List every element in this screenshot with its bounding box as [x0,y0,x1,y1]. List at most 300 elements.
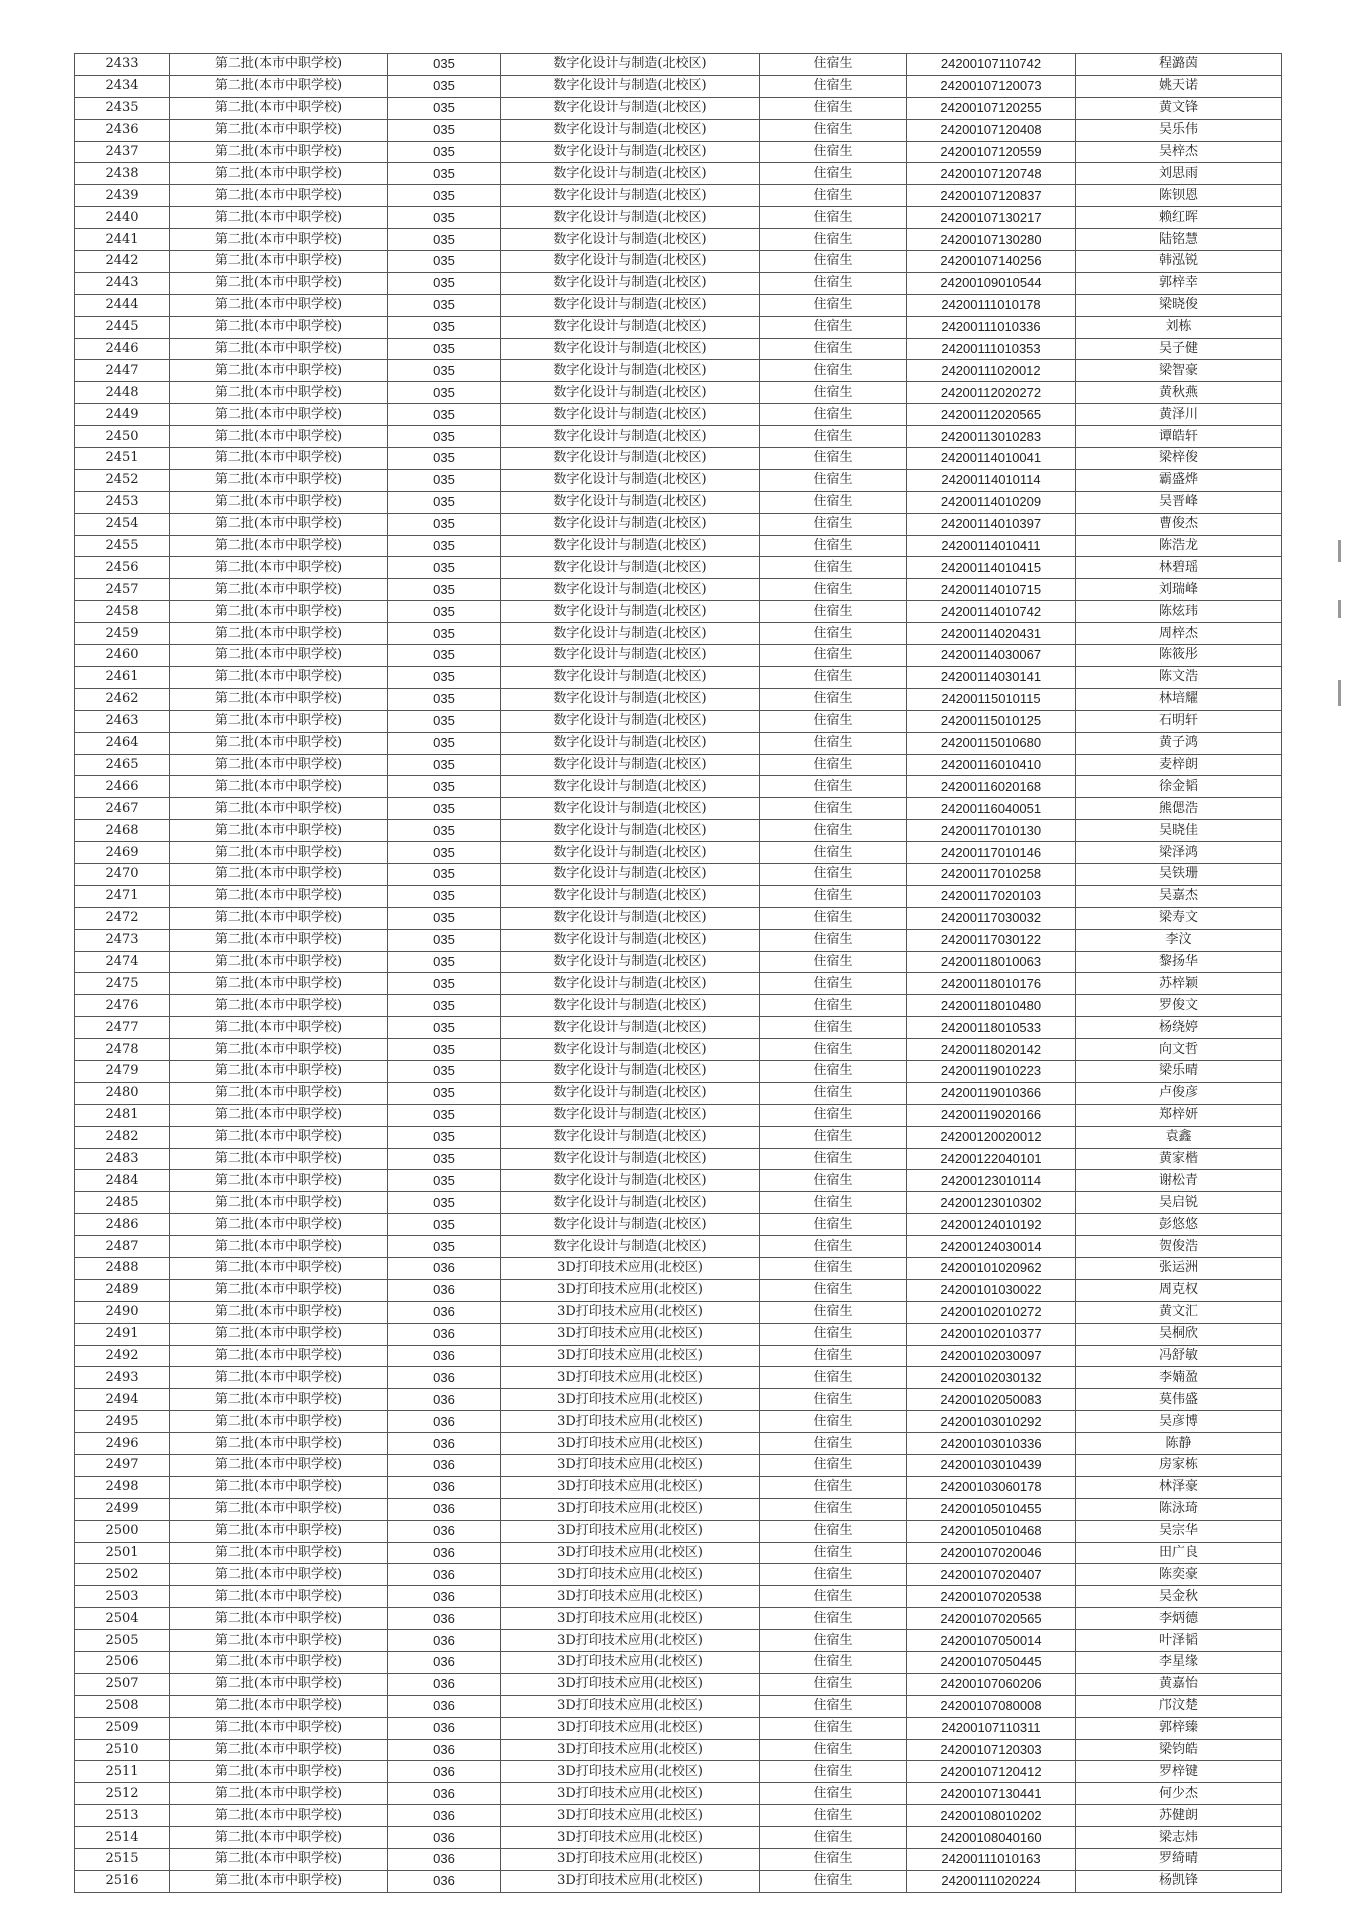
row-number: 2455 [75,535,170,557]
table-row [75,557,1282,579]
student-name-cell: 冯舒敏 [1076,1345,1282,1367]
major-code-cell: 035 [388,513,501,535]
row-number: 2490 [75,1301,170,1323]
major-code-cell: 035 [388,294,501,316]
boarding-type-cell: 住宿生 [760,973,907,995]
table-row [75,1148,1282,1170]
major-name-cell: 数字化设计与制造(北校区) [501,798,760,820]
table-row [75,798,1282,820]
major-name-cell: 数字化设计与制造(北校区) [501,1017,760,1039]
major-code-cell: 035 [388,929,501,951]
boarding-type-cell: 住宿生 [760,710,907,732]
row-number: 2459 [75,623,170,645]
row-number: 2474 [75,951,170,973]
batch-cell: 第二批(本市中职学校) [170,1586,388,1608]
major-name-cell: 3D打印技术应用(北校区) [501,1367,760,1389]
admission-roster-table [74,53,1282,1893]
table-row [75,141,1282,163]
student-name-cell: 田广良 [1076,1542,1282,1564]
table-row [75,666,1282,688]
exam-id-cell: 24200114010715 [907,579,1076,601]
student-name-cell: 黄文锋 [1076,97,1282,119]
exam-id-cell: 24200117010258 [907,863,1076,885]
major-name-cell: 数字化设计与制造(北校区) [501,382,760,404]
batch-cell: 第二批(本市中职学校) [170,1104,388,1126]
batch-cell: 第二批(本市中职学校) [170,360,388,382]
exam-id-cell: 24200103010336 [907,1433,1076,1455]
major-code-cell: 035 [388,754,501,776]
row-number: 2454 [75,513,170,535]
major-code-cell: 036 [388,1389,501,1411]
table-row [75,601,1282,623]
student-name-cell: 贺俊浩 [1076,1236,1282,1258]
exam-id-cell: 24200107130280 [907,229,1076,251]
exam-id-cell: 24200117020103 [907,885,1076,907]
student-name-cell: 苏梓颖 [1076,973,1282,995]
exam-id-cell: 24200116020168 [907,776,1076,798]
exam-id-cell: 24200114010415 [907,557,1076,579]
major-name-cell: 数字化设计与制造(北校区) [501,973,760,995]
major-code-cell: 035 [388,404,501,426]
major-name-cell: 3D打印技术应用(北校区) [501,1542,760,1564]
boarding-type-cell: 住宿生 [760,1345,907,1367]
boarding-type-cell: 住宿生 [760,1498,907,1520]
student-name-cell: 李汶 [1076,929,1282,951]
boarding-type-cell: 住宿生 [760,688,907,710]
batch-cell: 第二批(本市中职学校) [170,491,388,513]
major-name-cell: 3D打印技术应用(北校区) [501,1564,760,1586]
row-number: 2441 [75,229,170,251]
major-code-cell: 035 [388,535,501,557]
boarding-type-cell: 住宿生 [760,1870,907,1892]
exam-id-cell: 24200102010272 [907,1301,1076,1323]
boarding-type-cell: 住宿生 [760,119,907,141]
exam-id-cell: 24200107120303 [907,1739,1076,1761]
row-number: 2507 [75,1673,170,1695]
boarding-type-cell: 住宿生 [760,623,907,645]
boarding-type-cell: 住宿生 [760,666,907,688]
student-name-cell: 吴金秋 [1076,1586,1282,1608]
batch-cell: 第二批(本市中职学校) [170,229,388,251]
major-code-cell: 035 [388,995,501,1017]
student-name-cell: 陈钡恩 [1076,185,1282,207]
row-number: 2437 [75,141,170,163]
batch-cell: 第二批(本市中职学校) [170,1345,388,1367]
boarding-type-cell: 住宿生 [760,820,907,842]
boarding-type-cell: 住宿生 [760,97,907,119]
major-name-cell: 3D打印技术应用(北校区) [501,1695,760,1717]
row-number: 2461 [75,666,170,688]
exam-id-cell: 24200107130441 [907,1783,1076,1805]
exam-id-cell: 24200108040160 [907,1827,1076,1849]
boarding-type-cell: 住宿生 [760,1104,907,1126]
student-name-cell: 彭悠悠 [1076,1214,1282,1236]
exam-id-cell: 24200111010336 [907,316,1076,338]
major-name-cell: 3D打印技术应用(北校区) [501,1652,760,1674]
row-number: 2444 [75,294,170,316]
row-number: 2449 [75,404,170,426]
student-name-cell: 吴子健 [1076,338,1282,360]
batch-cell: 第二批(本市中职学校) [170,1236,388,1258]
batch-cell: 第二批(本市中职学校) [170,951,388,973]
exam-id-cell: 24200107120255 [907,97,1076,119]
major-name-cell: 数字化设计与制造(北校区) [501,1082,760,1104]
table-row [75,338,1282,360]
row-number: 2462 [75,688,170,710]
student-name-cell: 陆铭慧 [1076,229,1282,251]
table-row [75,535,1282,557]
major-name-cell: 数字化设计与制造(北校区) [501,469,760,491]
exam-id-cell: 24200122040101 [907,1148,1076,1170]
row-number: 2470 [75,863,170,885]
exam-id-cell: 24200111020012 [907,360,1076,382]
table-row [75,1520,1282,1542]
major-code-cell: 036 [388,1739,501,1761]
batch-cell: 第二批(本市中职学校) [170,601,388,623]
major-code-cell: 035 [388,666,501,688]
batch-cell: 第二批(本市中职学校) [170,1805,388,1827]
major-name-cell: 数字化设计与制造(北校区) [501,754,760,776]
batch-cell: 第二批(本市中职学校) [170,1017,388,1039]
major-code-cell: 036 [388,1542,501,1564]
boarding-type-cell: 住宿生 [760,1805,907,1827]
table-row [75,513,1282,535]
row-number: 2483 [75,1148,170,1170]
major-name-cell: 3D打印技术应用(北校区) [501,1411,760,1433]
table-row [75,1279,1282,1301]
student-name-cell: 刘栋 [1076,316,1282,338]
exam-id-cell: 24200112020565 [907,404,1076,426]
exam-id-cell: 24200111010163 [907,1849,1076,1871]
table-row [75,710,1282,732]
table-row [75,75,1282,97]
batch-cell: 第二批(本市中职学校) [170,1542,388,1564]
student-name-cell: 何少杰 [1076,1783,1282,1805]
exam-id-cell: 24200119010223 [907,1060,1076,1082]
table-row [75,1455,1282,1477]
batch-cell: 第二批(本市中职学校) [170,1126,388,1148]
row-number: 2451 [75,448,170,470]
major-name-cell: 数字化设计与制造(北校区) [501,75,760,97]
boarding-type-cell: 住宿生 [760,1367,907,1389]
major-code-cell: 035 [388,185,501,207]
student-name-cell: 林碧瑶 [1076,557,1282,579]
row-number: 2489 [75,1279,170,1301]
boarding-type-cell: 住宿生 [760,1192,907,1214]
table-row [75,732,1282,754]
table-row [75,973,1282,995]
boarding-type-cell: 住宿生 [760,1039,907,1061]
batch-cell: 第二批(本市中职学校) [170,75,388,97]
major-code-cell: 035 [388,229,501,251]
student-name-cell: 黄秋燕 [1076,382,1282,404]
major-code-cell: 036 [388,1849,501,1871]
batch-cell: 第二批(本市中职学校) [170,973,388,995]
student-name-cell: 陈浩龙 [1076,535,1282,557]
boarding-type-cell: 住宿生 [760,929,907,951]
exam-id-cell: 24200120020012 [907,1126,1076,1148]
boarding-type-cell: 住宿生 [760,754,907,776]
boarding-type-cell: 住宿生 [760,1849,907,1871]
exam-id-cell: 24200118010480 [907,995,1076,1017]
exam-id-cell: 24200107120408 [907,119,1076,141]
table-row [75,1257,1282,1279]
major-code-cell: 035 [388,951,501,973]
row-number: 2495 [75,1411,170,1433]
row-number: 2438 [75,163,170,185]
table-row [75,776,1282,798]
student-name-cell: 吴晋峰 [1076,491,1282,513]
major-name-cell: 数字化设计与制造(北校区) [501,54,760,76]
major-name-cell: 数字化设计与制造(北校区) [501,863,760,885]
major-name-cell: 3D打印技术应用(北校区) [501,1498,760,1520]
batch-cell: 第二批(本市中职学校) [170,1870,388,1892]
table-row [75,1476,1282,1498]
major-code-cell: 035 [388,645,501,667]
major-code-cell: 036 [388,1433,501,1455]
boarding-type-cell: 住宿生 [760,1476,907,1498]
major-name-cell: 数字化设计与制造(北校区) [501,426,760,448]
student-name-cell: 黄子鸿 [1076,732,1282,754]
exam-id-cell: 24200109010544 [907,272,1076,294]
major-code-cell: 036 [388,1652,501,1674]
boarding-type-cell: 住宿生 [760,404,907,426]
table-row [75,1695,1282,1717]
major-name-cell: 数字化设计与制造(北校区) [501,579,760,601]
row-number: 2464 [75,732,170,754]
boarding-type-cell: 住宿生 [760,601,907,623]
row-number: 2513 [75,1805,170,1827]
major-name-cell: 数字化设计与制造(北校区) [501,448,760,470]
major-code-cell: 035 [388,426,501,448]
exam-id-cell: 24200114010041 [907,448,1076,470]
table-row [75,97,1282,119]
exam-id-cell: 24200107020407 [907,1564,1076,1586]
major-code-cell: 036 [388,1411,501,1433]
batch-cell: 第二批(本市中职学校) [170,820,388,842]
exam-id-cell: 24200107020046 [907,1542,1076,1564]
exam-id-cell: 24200118020142 [907,1039,1076,1061]
exam-id-cell: 24200103010439 [907,1455,1076,1477]
major-code-cell: 035 [388,1214,501,1236]
row-number: 2498 [75,1476,170,1498]
major-code-cell: 035 [388,469,501,491]
student-name-cell: 吴启锐 [1076,1192,1282,1214]
student-name-cell: 梁晓俊 [1076,294,1282,316]
student-name-cell: 吴铁珊 [1076,863,1282,885]
major-code-cell: 036 [388,1455,501,1477]
exam-id-cell: 24200105010468 [907,1520,1076,1542]
table-row [75,1739,1282,1761]
student-name-cell: 石明轩 [1076,710,1282,732]
boarding-type-cell: 住宿生 [760,316,907,338]
boarding-type-cell: 住宿生 [760,1060,907,1082]
exam-id-cell: 24200107120837 [907,185,1076,207]
major-code-cell: 036 [388,1630,501,1652]
student-name-cell: 杨凯锋 [1076,1870,1282,1892]
row-number: 2510 [75,1739,170,1761]
major-name-cell: 数字化设计与制造(北校区) [501,294,760,316]
boarding-type-cell: 住宿生 [760,1082,907,1104]
exam-id-cell: 24200114010114 [907,469,1076,491]
major-code-cell: 035 [388,907,501,929]
table-row [75,1783,1282,1805]
major-code-cell: 035 [388,1170,501,1192]
boarding-type-cell: 住宿生 [760,1761,907,1783]
major-name-cell: 数字化设计与制造(北校区) [501,1104,760,1126]
major-code-cell: 035 [388,360,501,382]
student-name-cell: 梁志炜 [1076,1827,1282,1849]
student-name-cell: 郭梓幸 [1076,272,1282,294]
batch-cell: 第二批(本市中职学校) [170,1455,388,1477]
boarding-type-cell: 住宿生 [760,1257,907,1279]
table-row [75,1214,1282,1236]
batch-cell: 第二批(本市中职学校) [170,185,388,207]
row-number: 2434 [75,75,170,97]
boarding-type-cell: 住宿生 [760,185,907,207]
major-name-cell: 数字化设计与制造(北校区) [501,732,760,754]
major-name-cell: 数字化设计与制造(北校区) [501,710,760,732]
major-code-cell: 035 [388,688,501,710]
boarding-type-cell: 住宿生 [760,1520,907,1542]
major-code-cell: 036 [388,1827,501,1849]
major-name-cell: 数字化设计与制造(北校区) [501,1214,760,1236]
batch-cell: 第二批(本市中职学校) [170,1673,388,1695]
row-number: 2453 [75,491,170,513]
boarding-type-cell: 住宿生 [760,885,907,907]
major-code-cell: 036 [388,1783,501,1805]
major-name-cell: 数字化设计与制造(北校区) [501,251,760,273]
table-row [75,1870,1282,1892]
boarding-type-cell: 住宿生 [760,579,907,601]
major-code-cell: 035 [388,557,501,579]
table-row [75,1652,1282,1674]
batch-cell: 第二批(本市中职学校) [170,1827,388,1849]
major-code-cell: 035 [388,1060,501,1082]
table-row [75,885,1282,907]
major-code-cell: 036 [388,1301,501,1323]
scan-edge-mark [1338,680,1341,706]
exam-id-cell: 24200102010377 [907,1323,1076,1345]
batch-cell: 第二批(本市中职学校) [170,513,388,535]
student-name-cell: 黄家楷 [1076,1148,1282,1170]
exam-id-cell: 24200102030132 [907,1367,1076,1389]
major-code-cell: 035 [388,141,501,163]
major-name-cell: 3D打印技术应用(北校区) [501,1608,760,1630]
boarding-type-cell: 住宿生 [760,1323,907,1345]
batch-cell: 第二批(本市中职学校) [170,207,388,229]
batch-cell: 第二批(本市中职学校) [170,1717,388,1739]
exam-id-cell: 24200118010063 [907,951,1076,973]
boarding-type-cell: 住宿生 [760,842,907,864]
row-number: 2445 [75,316,170,338]
student-name-cell: 梁乐晴 [1076,1060,1282,1082]
exam-id-cell: 24200107120412 [907,1761,1076,1783]
row-number: 2463 [75,710,170,732]
exam-id-cell: 24200107130217 [907,207,1076,229]
exam-id-cell: 24200105010455 [907,1498,1076,1520]
boarding-type-cell: 住宿生 [760,557,907,579]
table-row [75,1323,1282,1345]
row-number: 2492 [75,1345,170,1367]
batch-cell: 第二批(本市中职学校) [170,1279,388,1301]
major-name-cell: 3D打印技术应用(北校区) [501,1520,760,1542]
student-name-cell: 陈炫玮 [1076,601,1282,623]
student-name-cell: 陈奕豪 [1076,1564,1282,1586]
major-code-cell: 036 [388,1564,501,1586]
table-row [75,688,1282,710]
major-code-cell: 035 [388,1039,501,1061]
batch-cell: 第二批(本市中职学校) [170,885,388,907]
major-name-cell: 3D打印技术应用(北校区) [501,1630,760,1652]
row-number: 2469 [75,842,170,864]
exam-id-cell: 24200115010680 [907,732,1076,754]
major-code-cell: 036 [388,1608,501,1630]
row-number: 2447 [75,360,170,382]
major-name-cell: 3D打印技术应用(北校区) [501,1827,760,1849]
student-name-cell: 吴晓佳 [1076,820,1282,842]
exam-id-cell: 24200116040051 [907,798,1076,820]
table-row [75,1608,1282,1630]
student-name-cell: 邝汶楚 [1076,1695,1282,1717]
major-name-cell: 数字化设计与制造(北校区) [501,688,760,710]
row-number: 2471 [75,885,170,907]
major-code-cell: 035 [388,710,501,732]
row-number: 2468 [75,820,170,842]
major-code-cell: 036 [388,1345,501,1367]
boarding-type-cell: 住宿生 [760,1236,907,1258]
major-code-cell: 035 [388,1082,501,1104]
batch-cell: 第二批(本市中职学校) [170,754,388,776]
batch-cell: 第二批(本市中职学校) [170,141,388,163]
student-name-cell: 卢俊彦 [1076,1082,1282,1104]
table-row [75,294,1282,316]
student-name-cell: 郭梓臻 [1076,1717,1282,1739]
batch-cell: 第二批(本市中职学校) [170,1608,388,1630]
student-name-cell: 陈筱彤 [1076,645,1282,667]
student-name-cell: 梁智豪 [1076,360,1282,382]
student-name-cell: 吴彦博 [1076,1411,1282,1433]
boarding-type-cell: 住宿生 [760,1214,907,1236]
batch-cell: 第二批(本市中职学校) [170,316,388,338]
boarding-type-cell: 住宿生 [760,1301,907,1323]
table-row [75,1345,1282,1367]
row-number: 2446 [75,338,170,360]
boarding-type-cell: 住宿生 [760,54,907,76]
batch-cell: 第二批(本市中职学校) [170,579,388,601]
major-code-cell: 036 [388,1520,501,1542]
exam-id-cell: 24200115010115 [907,688,1076,710]
exam-id-cell: 24200118010533 [907,1017,1076,1039]
table-row [75,820,1282,842]
boarding-type-cell: 住宿生 [760,491,907,513]
row-number: 2481 [75,1104,170,1126]
boarding-type-cell: 住宿生 [760,513,907,535]
row-number: 2500 [75,1520,170,1542]
row-number: 2439 [75,185,170,207]
exam-id-cell: 24200123010114 [907,1170,1076,1192]
exam-id-cell: 24200118010176 [907,973,1076,995]
row-number: 2467 [75,798,170,820]
row-number: 2516 [75,1870,170,1892]
student-name-cell: 林泽豪 [1076,1476,1282,1498]
batch-cell: 第二批(本市中职学校) [170,338,388,360]
boarding-type-cell: 住宿生 [760,995,907,1017]
boarding-type-cell: 住宿生 [760,732,907,754]
student-name-cell: 李炳德 [1076,1608,1282,1630]
table-row [75,1564,1282,1586]
batch-cell: 第二批(本市中职学校) [170,1060,388,1082]
